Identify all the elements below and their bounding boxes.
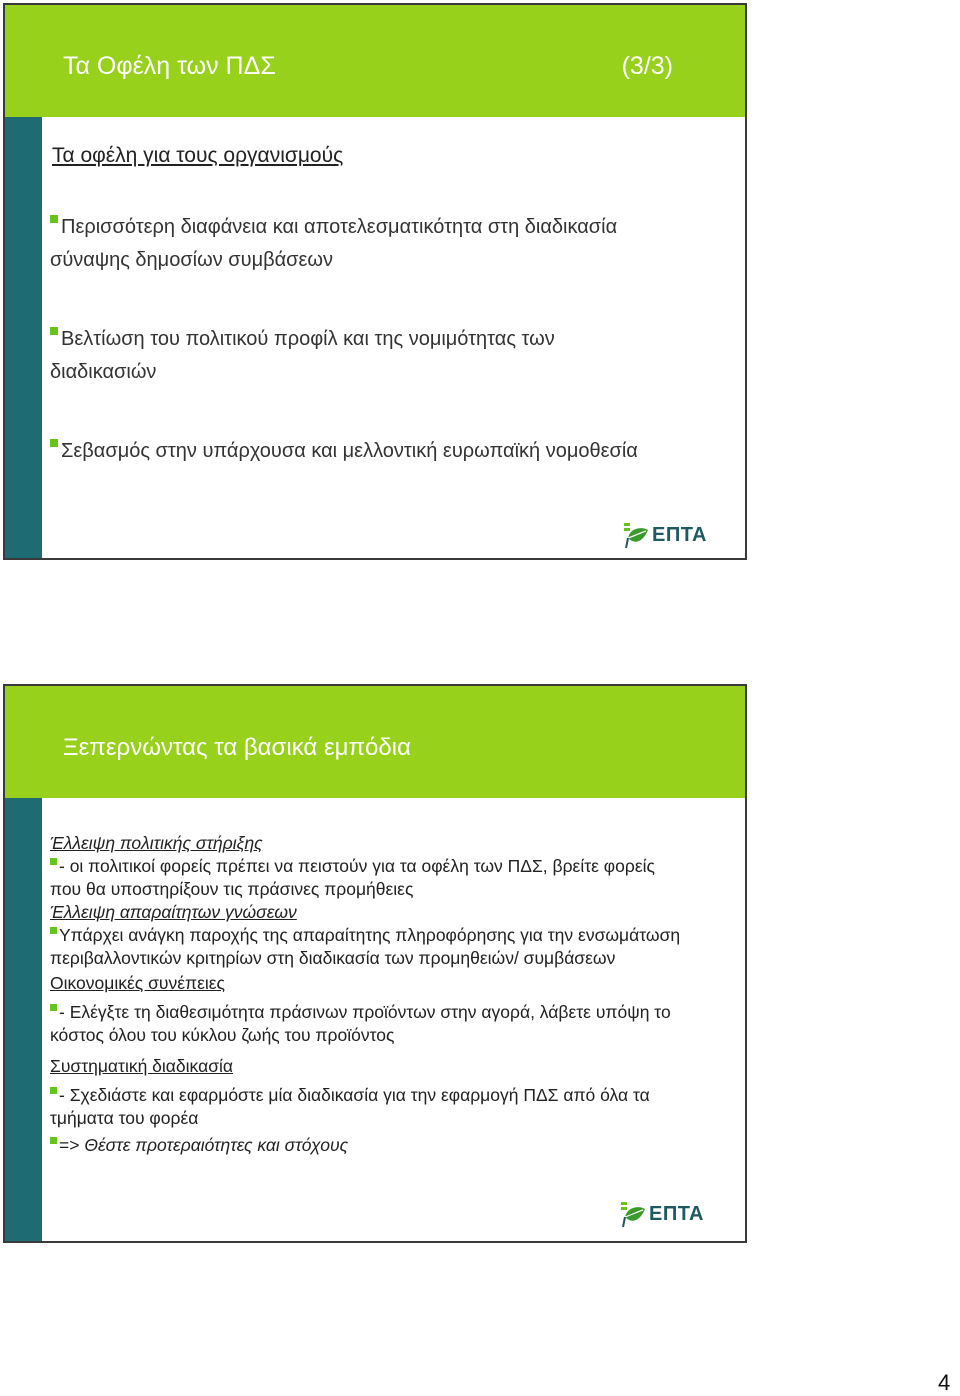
- section-heading: Οικονομικές συνέπειες: [50, 973, 225, 993]
- final-text: Θέστε προτεραιότητες και στόχους: [84, 1135, 349, 1155]
- bullet-square-icon: [50, 327, 58, 335]
- epta-logo: [619, 1199, 709, 1231]
- leaf-logo-icon: [622, 520, 650, 550]
- bullet-text: Βελτίωση του πολιτικού προφίλ και της νομιμότητας των: [61, 328, 555, 350]
- bullet-square-icon: [50, 1004, 57, 1011]
- bullet-square-icon: [50, 1137, 57, 1144]
- leaf-logo-icon: [619, 1199, 647, 1229]
- section-line: [50, 1001, 740, 1024]
- section-text: τμήματα του φορέα: [50, 1108, 199, 1128]
- section-text: - Ελέγξτε τη διαθεσιμότητα πράσινων προϊόντων στην αγορά, λάβετε υπόψη το: [59, 1002, 671, 1022]
- slide-pager: (3/3): [621, 52, 673, 80]
- section-heading: Έλλειψη απαραίτητων γνώσεων: [50, 902, 297, 922]
- bullet-text: σύναψης δημοσίων συμβάσεων: [50, 249, 334, 271]
- final-line: [50, 1134, 740, 1157]
- bullet-square-icon: [50, 439, 58, 447]
- section-line: [50, 1084, 740, 1107]
- page-number: 4: [938, 1370, 951, 1395]
- bullet-square-icon: [50, 927, 57, 934]
- section-line: [50, 855, 740, 878]
- slide-side-bar: [5, 117, 42, 558]
- section-text: περιβαλλοντικών κριτηρίων στη διαδικασία των προμηθειών/ συμβάσεων: [50, 948, 616, 968]
- arrow-text: =>: [59, 1135, 80, 1155]
- slide-side-bar: [5, 798, 42, 1241]
- bullet-square-icon: [50, 858, 57, 865]
- section-text: που θα υποστηρίξουν τις πράσινες προμήθειες: [50, 879, 414, 899]
- slide-body: [50, 832, 740, 1157]
- section-heading: Συστηματική διαδικασία: [50, 1056, 234, 1076]
- logo-text: ΕΠΤΑ: [649, 1203, 704, 1225]
- slide-title: Τα Οφέλη των ΠΔΣ: [63, 52, 276, 80]
- section-text: Υπάρχει ανάγκη παροχής της απαραίτητης πληροφόρησης για την ενσωμάτωση: [59, 925, 681, 945]
- bullet-item: [50, 435, 710, 468]
- slide-title: Ξεπερνώντας τα βασικά εμπόδια: [63, 734, 411, 761]
- bullet-square-icon: [50, 1087, 57, 1094]
- bullet-text: διαδικασιών: [50, 361, 157, 383]
- bullet-square-icon: [50, 215, 58, 223]
- slide-1: [3, 3, 747, 560]
- bullet-text: Περισσότερη διαφάνεια και αποτελεσματικότητα στη διαδικασία: [61, 216, 618, 238]
- epta-logo: [622, 520, 712, 552]
- slide-2: [3, 684, 747, 1243]
- bullet-item: [50, 323, 710, 389]
- bullet-text: Σεβασμός στην υπάρχουσα και μελλοντική ευρωπαϊκή νομοθεσία: [61, 440, 638, 462]
- section-text: κόστος όλου του κύκλου ζωής του προϊόντος: [50, 1025, 395, 1045]
- slide-subtitle: Τα οφέλη για τους οργανισμούς: [52, 144, 344, 167]
- section-text: - οι πολιτικοί φορείς πρέπει να πειστούν για τα οφέλη των ΠΔΣ, βρείτε φορείς: [59, 856, 655, 876]
- section-heading: Έλλειψη πολιτικής στήριξης: [50, 833, 263, 853]
- bullet-item: [50, 211, 710, 277]
- section-line: [50, 924, 740, 947]
- logo-text: ΕΠΤΑ: [652, 524, 707, 546]
- section-text: - Σχεδιάστε και εφαρμόστε μία διαδικασία για την εφαρμογή ΠΔΣ από όλα τα: [59, 1085, 650, 1105]
